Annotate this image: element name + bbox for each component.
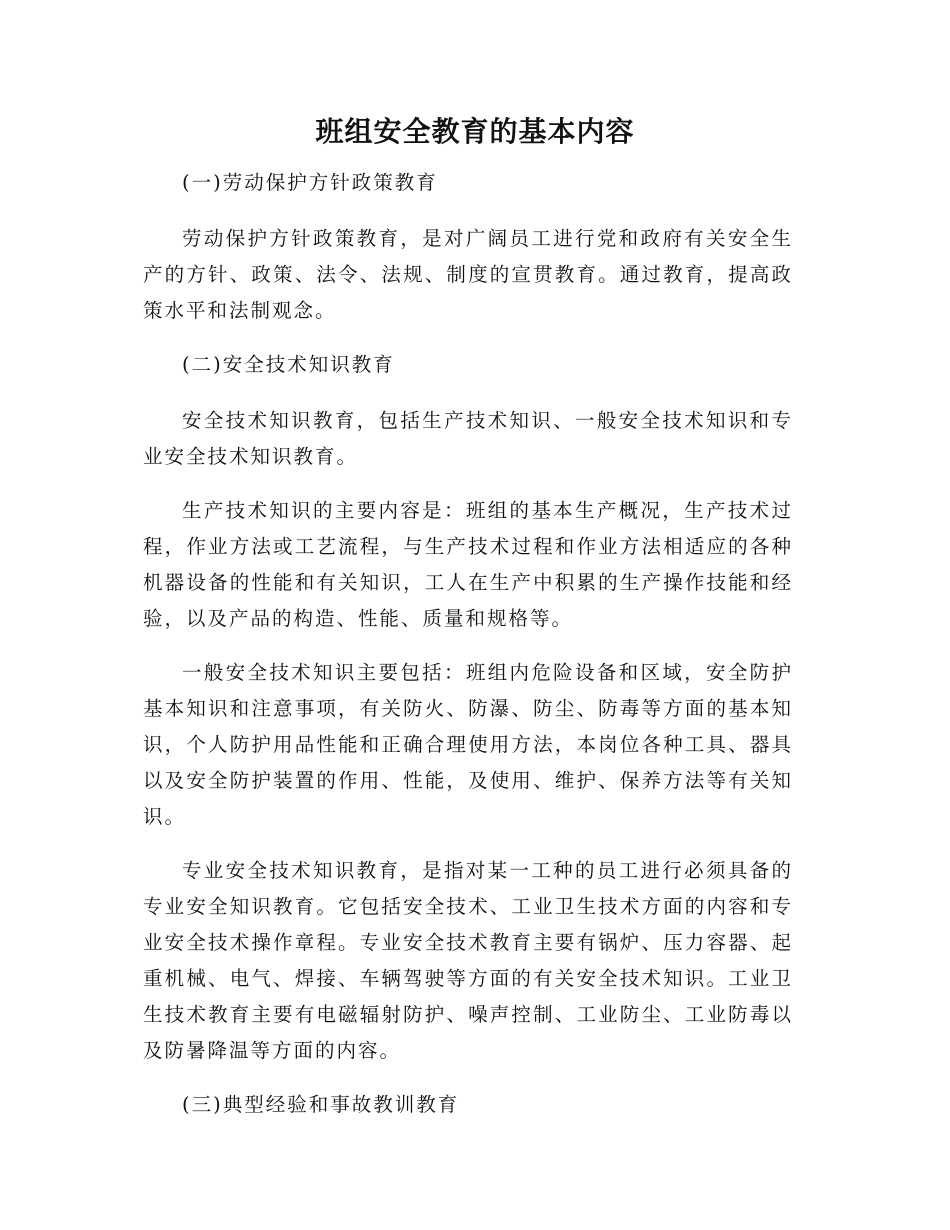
section-heading-3: (三)典型经验和事故教训教育 [182, 1093, 460, 1116]
document-title: 班组安全教育的基本内容 [315, 115, 635, 148]
paragraph-production-knowledge: 生产技术知识的主要内容是：班组的基本生产概况，生产技术过程，作业方法或工艺流程，与生产技术过程和作业方法相适应的各种机器设备的性能和有关知识，工人在生产中积累的生产操作技能和经验，以及产品的构造、性能、质量和规格等。 [143, 499, 793, 630]
paragraph-policy-education: 劳动保护方针政策教育，是对广阔员工进行党和政府有关安全生产的方针、政策、法令、法规、制度的宣贯教育。通过教育，提高政策水平和法制观念。 [143, 227, 793, 322]
paragraph-professional-safety: 专业安全技术知识教育，是指对某一工种的员工进行必须具备的专业安全知识教育。它包括安全技术、工业卫生技术方面的内容和专业安全技术操作章程。专业安全技术教育主要有锅炉、压力容器、起重机械、电气、焊接、车辆驾驶等方面的有关安全技术知识。工业卫生技术教育主要有电磁辐射防护、噪声控制、工业防尘、工业防毒以及防暑降温等方面的内容。 [143, 859, 793, 1062]
document-body [143, 165, 793, 1123]
paragraph-safety-knowledge: 安全技术知识教育，包括生产技术知识、一般安全技术知识和专业安全技术知识教育。 [143, 409, 793, 468]
paragraph-general-safety: 一般安全技术知识主要包括：班组内危险设备和区域，安全防护基本知识和注意事项，有关防火、防瀑、防尘、防毒等方面的基本知识，个人防护用品性能和正确合理使用方法，本岗位各种工具、器具以及安全防护装置的作用、性能，及使用、维护、保养方法等有关知识。 [143, 661, 793, 828]
section-heading-1: (一)劳动保护方针政策教育 [182, 171, 438, 194]
section-heading-2: (二)安全技术知识教育 [182, 353, 395, 376]
